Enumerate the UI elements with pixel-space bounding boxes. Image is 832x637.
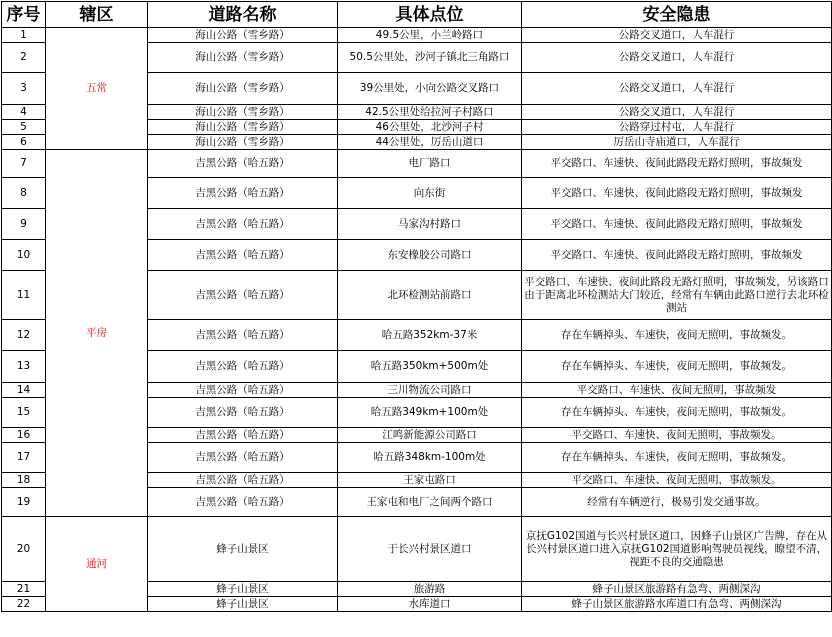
road-cell: 吉黑公路（哈五路） xyxy=(148,473,338,488)
hazard-cell: 公路交叉道口，人车混行 xyxy=(522,73,832,105)
table-row xyxy=(2,28,832,43)
location-cell: 北环检测站前路口 xyxy=(338,271,522,320)
seq-cell: 7 xyxy=(2,150,46,178)
road-cell: 吉黑公路（哈五路） xyxy=(148,271,338,320)
location-cell: 44公里处，厉岳山道口 xyxy=(338,135,522,150)
seq-cell: 9 xyxy=(2,209,46,240)
hazard-cell: 平交路口、车速快、夜间无照明，事故频发。 xyxy=(522,428,832,443)
seq-cell: 2 xyxy=(2,43,46,73)
hazard-cell: 存在车辆掉头、车速快，夜间无照明，事故频发。 xyxy=(522,351,832,383)
seq-cell: 21 xyxy=(2,582,46,597)
seq-cell: 1 xyxy=(2,28,46,43)
road-cell: 吉黑公路（哈五路） xyxy=(148,150,338,178)
location-cell: 王家屯和电厂之间两个路口 xyxy=(338,488,522,517)
seq-cell: 15 xyxy=(2,398,46,428)
hazard-cell: 平交路口、车速快、夜间此路段无路灯照明，事故频发 xyxy=(522,209,832,240)
location-cell: 王家屯路口 xyxy=(338,473,522,488)
seq-cell: 18 xyxy=(2,473,46,488)
road-cell: 吉黑公路（哈五路） xyxy=(148,351,338,383)
road-cell: 吉黑公路（哈五路） xyxy=(148,320,338,351)
seq-cell: 10 xyxy=(2,240,46,271)
location-cell: 马家沟村路口 xyxy=(338,209,522,240)
road-cell: 吉黑公路（哈五路） xyxy=(148,240,338,271)
hazard-cell: 平交路口、车速快、夜间此路段无路灯照明，事故频发，另该路口由于距离北环检测站大门较近，经常有车辆由此路口逆行去北环检测站 xyxy=(522,271,832,320)
hazard-cell: 平交路口、车速快、夜间无照明，事故频发。 xyxy=(522,473,832,488)
hazard-cell: 厉岳山寺庙道口，人车混行 xyxy=(522,135,832,150)
location-cell: 旅游路 xyxy=(338,582,522,597)
seq-cell: 3 xyxy=(2,73,46,105)
hazard-cell: 公路穿过村屯，人车混行 xyxy=(522,120,832,135)
hazard-cell: 平交路口、车速快、夜间此路段无路灯照明，事故频发 xyxy=(522,240,832,271)
location-cell: 哈五路350km+500m处 xyxy=(338,351,522,383)
hazard-cell: 公路交叉道口，人车混行 xyxy=(522,105,832,120)
seq-cell: 22 xyxy=(2,597,46,612)
road-cell: 吉黑公路（哈五路） xyxy=(148,383,338,398)
hazard-cell: 蜂子山景区旅游路有急弯、两侧深沟 xyxy=(522,582,832,597)
header-road: 道路名称 xyxy=(148,2,338,28)
seq-cell: 12 xyxy=(2,320,46,351)
location-cell: 哈五路352km-37米 xyxy=(338,320,522,351)
road-cell: 海山公路（雪乡路） xyxy=(148,120,338,135)
location-cell: 46公里处，北沙河子村 xyxy=(338,120,522,135)
header-row xyxy=(2,2,832,28)
location-cell: 东安橡胶公司路口 xyxy=(338,240,522,271)
header-hazard: 安全隐患 xyxy=(522,2,832,28)
district-cell: 平房 xyxy=(46,150,148,517)
hazard-cell: 经常有车辆逆行，极易引发交通事故。 xyxy=(522,488,832,517)
road-cell: 蜂子山景区 xyxy=(148,597,338,612)
location-cell: 42.5公里处给拉河子村路口 xyxy=(338,105,522,120)
table-row xyxy=(2,150,832,178)
seq-cell: 11 xyxy=(2,271,46,320)
road-cell: 蜂子山景区 xyxy=(148,582,338,597)
road-cell: 吉黑公路（哈五路） xyxy=(148,443,338,473)
road-cell: 吉黑公路（哈五路） xyxy=(148,488,338,517)
table-row xyxy=(2,517,832,582)
seq-cell: 5 xyxy=(2,120,46,135)
hazard-cell: 平交路口、车速快、夜间无照明，事故频发 xyxy=(522,383,832,398)
hazard-cell: 存在车辆掉头、车速快，夜间无照明，事故频发。 xyxy=(522,398,832,428)
seq-cell: 13 xyxy=(2,351,46,383)
location-cell: 哈五路349km+100m处 xyxy=(338,398,522,428)
seq-cell: 19 xyxy=(2,488,46,517)
road-cell: 吉黑公路（哈五路） xyxy=(148,209,338,240)
seq-cell: 17 xyxy=(2,443,46,473)
seq-cell: 20 xyxy=(2,517,46,582)
seq-cell: 16 xyxy=(2,428,46,443)
seq-cell: 8 xyxy=(2,178,46,209)
road-cell: 海山公路（雪乡路） xyxy=(148,73,338,105)
header-district: 辖区 xyxy=(46,2,148,28)
hazard-cell: 公路交叉道口，人车混行 xyxy=(522,28,832,43)
header-location: 具体点位 xyxy=(338,2,522,28)
hazard-cell: 存在车辆掉头、车速快，夜间无照明，事故频发。 xyxy=(522,443,832,473)
seq-cell: 6 xyxy=(2,135,46,150)
location-cell: 50.5公里处，沙河子镇北三角路口 xyxy=(338,43,522,73)
location-cell: 向东街 xyxy=(338,178,522,209)
hazard-cell: 平交路口、车速快、夜间此路段无路灯照明，事故频发 xyxy=(522,150,832,178)
hazard-cell: 公路交叉道口，人车混行 xyxy=(522,43,832,73)
location-cell: 39公里处，小向公路交叉路口 xyxy=(338,73,522,105)
road-cell: 吉黑公路（哈五路） xyxy=(148,398,338,428)
location-cell: 49.5公里，小兰岭路口 xyxy=(338,28,522,43)
hazard-cell: 存在车辆掉头、车速快，夜间无照明，事故频发。 xyxy=(522,320,832,351)
hazard-cell: 蜂子山景区旅游路水库道口有急弯、两侧深沟 xyxy=(522,597,832,612)
road-cell: 海山公路（雪乡路） xyxy=(148,135,338,150)
location-cell: 于长兴村景区道口 xyxy=(338,517,522,582)
location-cell: 水库道口 xyxy=(338,597,522,612)
location-cell: 电厂路口 xyxy=(338,150,522,178)
header-seq: 序号 xyxy=(2,2,46,28)
hazard-cell: 京抚G102国道与长兴村景区道口，因蜂子山景区广告牌，存在从长兴村景区道口进入京抚G102国道影响驾驶员视线，瞭望不清，视距不良的交通隐患 xyxy=(522,517,832,582)
location-cell: 江鸣新能源公司路口 xyxy=(338,428,522,443)
road-cell: 吉黑公路（哈五路） xyxy=(148,178,338,209)
seq-cell: 4 xyxy=(2,105,46,120)
road-cell: 吉黑公路（哈五路） xyxy=(148,428,338,443)
road-cell: 海山公路（雪乡路） xyxy=(148,105,338,120)
road-cell: 海山公路（雪乡路） xyxy=(148,43,338,73)
location-cell: 三川物流公司路口 xyxy=(338,383,522,398)
district-cell: 通河 xyxy=(46,517,148,612)
location-cell: 哈五路348km-100m处 xyxy=(338,443,522,473)
hazard-table xyxy=(1,1,832,612)
district-cell: 五常 xyxy=(46,28,148,150)
hazard-cell: 平交路口、车速快、夜间此路段无路灯照明，事故频发 xyxy=(522,178,832,209)
road-cell: 海山公路（雪乡路） xyxy=(148,28,338,43)
road-cell: 蜂子山景区 xyxy=(148,517,338,582)
seq-cell: 14 xyxy=(2,383,46,398)
